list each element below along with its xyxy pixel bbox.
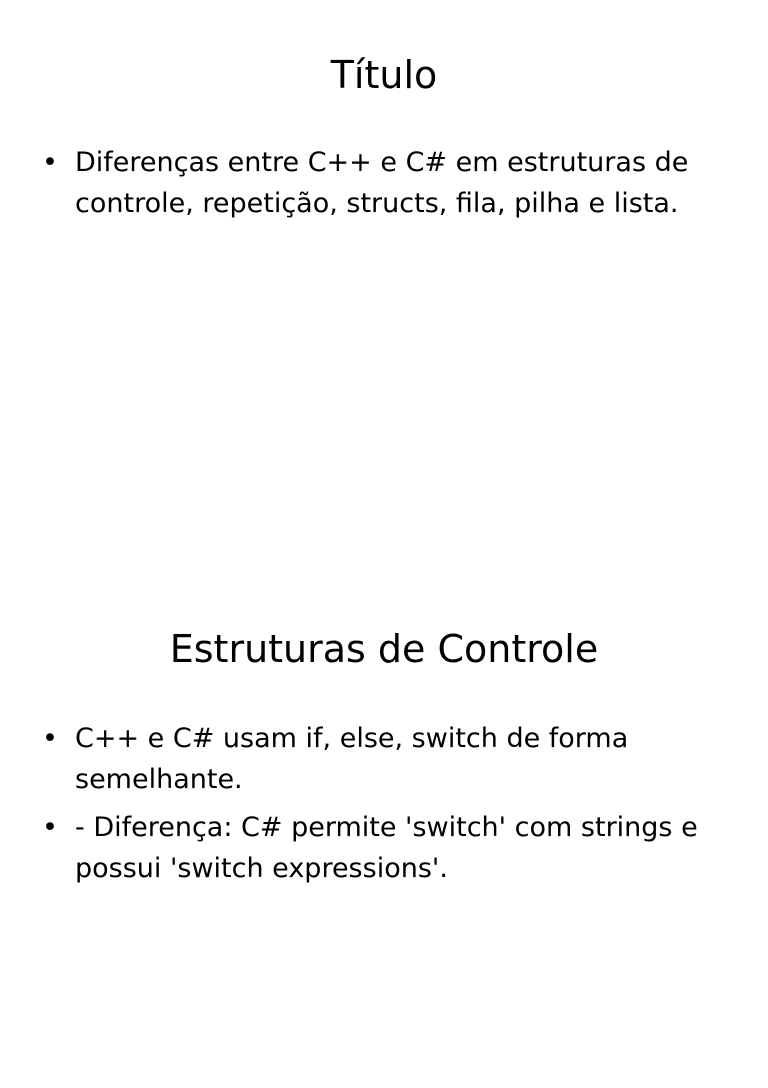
bullet-list <box>42 718 732 896</box>
bullet-dot-icon: • <box>42 723 58 754</box>
bullet-item <box>42 142 732 224</box>
slide-title: Título <box>330 53 438 97</box>
bullet-text: C++ e C# usam if, else, switch de forma semelhante. <box>75 723 629 795</box>
bullet-item <box>42 718 732 800</box>
bullet-text: Diferenças entre C++ e C# em estruturas de controle, repetição, structs, fila, pilha e lista. <box>75 147 689 219</box>
slide-title: Estruturas de Controle <box>169 627 599 671</box>
bullet-dot-icon: • <box>42 812 58 843</box>
bullet-text: - Diferença: C# permite 'switch' com strings e possui 'switch expressions'. <box>75 812 698 884</box>
bullet-item <box>42 807 732 889</box>
bullet-dot-icon: • <box>42 147 58 178</box>
slide-1 <box>0 0 768 512</box>
bullet-list <box>42 142 732 231</box>
slide-2 <box>0 576 768 1088</box>
